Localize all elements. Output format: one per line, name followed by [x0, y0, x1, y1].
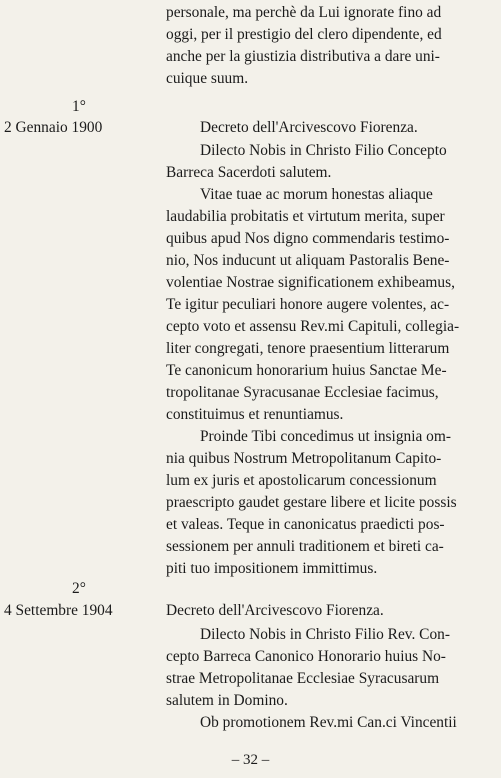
text-line: constituimus et renuntiamus.: [166, 406, 344, 423]
text-line: cepto Barreca Canonico Honorario huius No-: [166, 648, 446, 665]
text-line: Te igitur peculiari honore augere volentes, ac-: [166, 296, 450, 313]
text-line: Ob promotionem Rev.mi Can.ci Vincentii: [200, 714, 457, 731]
text-line: piti tuo impositionem immittimus.: [166, 560, 378, 577]
text-line: tropolitanae Syracusanae Ecclesiae facimus,: [166, 384, 439, 401]
text-line: nio, Nos inducunt ut aliquam Pastoralis Bene-: [166, 252, 450, 269]
text-line: oggi, per il prestigio del clero dipendente, ed: [166, 26, 442, 43]
text-line: cepto voto et assensu Rev.mi Capituli, collegia-: [166, 318, 460, 335]
text-line: cuique suum.: [166, 70, 249, 87]
text-line: Vitae tuae ac morum honestas aliaque: [200, 186, 433, 203]
text-line: liter congregati, tenore praesentium litterarum: [166, 340, 450, 357]
text-line: sessionem per annuli traditionem et bireti ca-: [166, 538, 444, 555]
entry-date: 4 Settembre 1904: [4, 602, 113, 619]
text-line: Te canonicum honorarium huius Sanctae Me-: [166, 362, 447, 379]
entry-number: 1°: [72, 98, 86, 115]
text-line: Dilecto Nobis in Christo Filio Concepto: [200, 142, 447, 159]
text-line: personale, ma perchè da Lui ignorate fino ad: [166, 4, 442, 21]
text-line: praescripto gaudet gestare libere et licite possis: [166, 494, 457, 511]
page-number: – 32 –: [231, 752, 270, 768]
text-line: et valeas. Teque in canonicatus praedicti pos-: [166, 516, 445, 533]
text-line: salutem in Domino.: [166, 692, 288, 709]
entry-number: 2°: [72, 580, 86, 597]
text-line: quibus apud Nos digno commendaris testimo-: [166, 230, 450, 247]
text-line: volentiae Nostrae significationem exhibeamus,: [166, 274, 455, 291]
text-line: laudabilia probitatis et virtutum merita, super: [166, 208, 445, 225]
text-line: Barreca Sacerdoti salutem.: [166, 164, 332, 181]
text-line: lum ex juris et apostolicarum concessionum: [166, 472, 437, 489]
text-line: nia quibus Nostrum Metropolitanum Capito-: [166, 450, 442, 467]
entry-heading: Decreto dell'Arcivescovo Fiorenza.: [166, 602, 384, 619]
text-line: strae Metropolitanae Ecclesiae Syracusarum: [166, 670, 440, 687]
text-line: Proinde Tibi concedimus ut insignia om-: [200, 428, 451, 445]
text-line: anche per la giustizia distributiva a dare uni-: [166, 48, 440, 65]
entry-heading: Decreto dell'Arcivescovo Fiorenza.: [200, 119, 418, 136]
entry-date: 2 Gennaio 1900: [4, 119, 103, 136]
text-line: Dilecto Nobis in Christo Filio Rev. Con-: [200, 626, 450, 643]
